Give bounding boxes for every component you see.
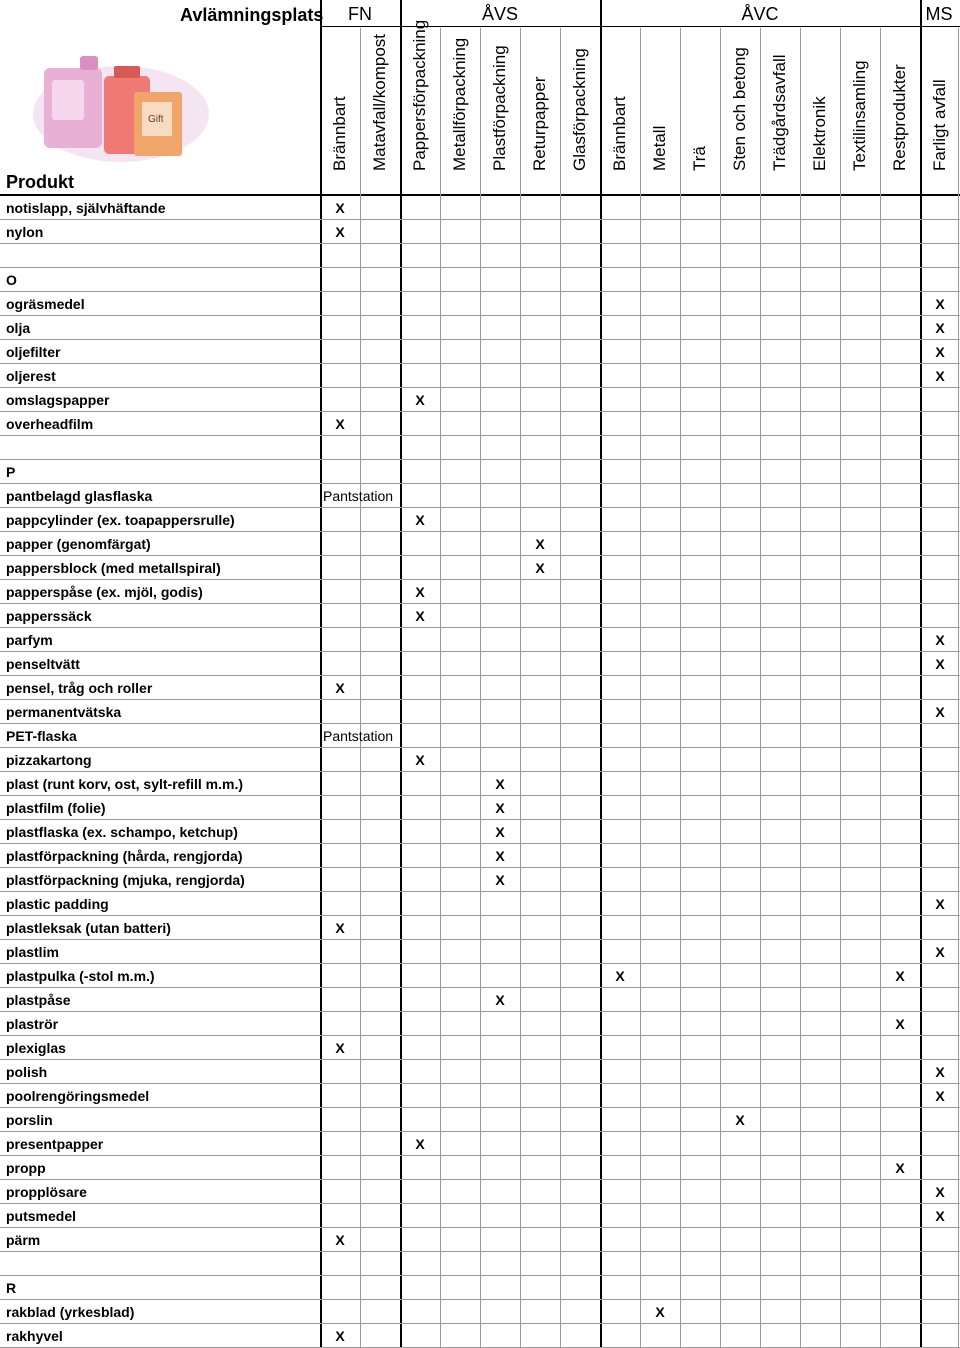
column-header (400, 19, 440, 193)
column-header (520, 28, 560, 193)
product-name: pärm (6, 1232, 41, 1248)
check-mark: X (335, 200, 345, 216)
check-mark: X (935, 704, 945, 720)
column-header (360, 28, 400, 193)
column-header-label: Glasförpackning (570, 48, 589, 171)
product-name: olja (6, 320, 31, 336)
produkt-header: Produkt (6, 172, 75, 192)
column-header (720, 28, 760, 193)
row-divider (0, 1131, 960, 1132)
column-divider (600, 0, 602, 1348)
product-name: plast (runt korv, ost, sylt-refill m.m.) (6, 776, 244, 792)
row-divider (0, 627, 960, 628)
column-header-label: Elektronik (810, 96, 829, 171)
product-name: permanentvätska (6, 704, 122, 720)
check-mark: X (935, 896, 945, 912)
product-name: propplösare (6, 1184, 87, 1200)
product-name: plastpåse (6, 992, 71, 1008)
column-header-label: Sten och betong (730, 47, 749, 171)
location-note: Pantstation (323, 488, 394, 504)
row-divider (0, 603, 960, 604)
row-divider (0, 339, 960, 340)
check-mark: X (335, 1328, 345, 1344)
check-mark: X (655, 1304, 665, 1320)
row-divider (0, 243, 960, 244)
row-divider (0, 267, 960, 268)
check-mark: X (415, 392, 425, 408)
check-mark: X (495, 776, 505, 792)
column-header-label: Restprodukter (890, 64, 909, 171)
column-header-label: Plastförpackning (490, 45, 509, 171)
row-divider (0, 1227, 960, 1228)
product-name: notislapp, självhäftande (6, 200, 166, 216)
check-mark: X (895, 1016, 905, 1032)
product-name: plastlim (6, 944, 59, 960)
check-mark: X (735, 1112, 745, 1128)
product-name: oljerest (6, 368, 56, 384)
column-header-label: Farligt avfall (930, 79, 949, 171)
product-name: papperspåse (ex. mjöl, godis) (6, 584, 203, 600)
check-mark: X (935, 1088, 945, 1104)
check-mark: X (335, 680, 345, 696)
product-name: plastfilm (folie) (6, 800, 106, 816)
row-divider (0, 579, 960, 580)
row-divider (0, 747, 960, 748)
check-mark: X (335, 224, 345, 240)
check-mark: X (335, 1040, 345, 1056)
row-divider (0, 1155, 960, 1156)
column-divider (920, 0, 922, 1348)
row-divider (0, 435, 960, 436)
column-divider (440, 28, 441, 1348)
column-divider (680, 28, 681, 1348)
row-divider (0, 843, 960, 844)
product-name: polish (6, 1064, 48, 1080)
row-divider (0, 291, 960, 292)
product-name: plastförpackning (mjuka, rengjorda) (6, 872, 245, 888)
product-name: pantbelagd glasflaska (6, 488, 153, 504)
check-mark: X (935, 368, 945, 384)
location-note: Pantstation (323, 728, 394, 744)
product-name: rakblad (yrkesblad) (6, 1304, 135, 1320)
row-divider (0, 987, 960, 988)
product-name: putsmedel (6, 1208, 77, 1224)
product-name: plastleksak (utan batteri) (6, 920, 171, 936)
row-divider (0, 867, 960, 868)
row-divider (0, 1323, 960, 1324)
row-divider (0, 219, 960, 220)
avlamningsplats-header: Avlämningsplats (180, 5, 324, 25)
product-name: poolrengöringsmedel (6, 1088, 150, 1104)
group-header-ms: MS (925, 4, 953, 24)
check-mark: X (415, 512, 425, 528)
header-top-border (320, 26, 960, 27)
column-divider (560, 28, 561, 1348)
check-mark: X (935, 1184, 945, 1200)
section-letter: P (6, 464, 16, 480)
column-header (880, 28, 920, 193)
column-header (840, 28, 880, 193)
column-header (480, 28, 520, 193)
product-name: pizzakartong (6, 752, 92, 768)
product-name: overheadfilm (6, 416, 94, 432)
row-divider (0, 1275, 960, 1276)
column-divider (840, 28, 841, 1348)
check-mark: X (495, 824, 505, 840)
row-divider (0, 507, 960, 508)
column-header-label: Brännbart (610, 96, 629, 171)
row-divider (0, 1179, 960, 1180)
column-divider (800, 28, 801, 1348)
row-divider (0, 699, 960, 700)
column-divider (640, 28, 641, 1348)
product-name: presentpapper (6, 1136, 104, 1152)
row-divider (0, 795, 960, 796)
row-divider (0, 1083, 960, 1084)
group-header-åvs: ÅVS (481, 4, 519, 24)
row-divider (0, 411, 960, 412)
product-name: pappcylinder (ex. toapappersrulle) (6, 512, 235, 528)
group-header-åvc: ÅVC (741, 4, 779, 24)
product-name: oljefilter (6, 344, 61, 360)
check-mark: X (935, 320, 945, 336)
row-divider (0, 819, 960, 820)
row-divider (0, 723, 960, 724)
check-mark: X (495, 872, 505, 888)
row-divider (0, 1059, 960, 1060)
column-header (600, 28, 640, 193)
row-divider (0, 1035, 960, 1036)
product-name: rakhyvel (6, 1328, 63, 1344)
check-mark: X (335, 1232, 345, 1248)
column-header-label: Pappersförpackning (410, 19, 429, 171)
row-divider (0, 651, 960, 652)
column-header (920, 28, 960, 193)
check-mark: X (935, 344, 945, 360)
row-divider (0, 675, 960, 676)
product-name: PET-flaska (6, 728, 77, 744)
product-name: plastpulka (-stol m.m.) (6, 968, 155, 984)
column-divider (520, 28, 521, 1348)
product-name: pappersblock (med metallspiral) (6, 560, 221, 576)
column-header (680, 28, 720, 193)
check-mark: X (415, 608, 425, 624)
check-mark: X (415, 1136, 425, 1152)
check-mark: X (935, 296, 945, 312)
row-divider (0, 483, 960, 484)
column-header (760, 28, 800, 193)
check-mark: X (535, 536, 545, 552)
row-divider (0, 531, 960, 532)
svg-text:Gift: Gift (148, 114, 164, 125)
product-name: papperssäck (6, 608, 92, 624)
section-letter: O (6, 272, 17, 288)
column-header (560, 28, 600, 193)
column-header-label: Matavfall/kompost (370, 34, 389, 171)
row-divider (0, 1299, 960, 1300)
row-divider (0, 459, 960, 460)
row-divider (0, 1107, 960, 1108)
product-name: porslin (6, 1112, 53, 1128)
column-header-label: Metall (650, 125, 669, 171)
row-divider (0, 1203, 960, 1204)
row-divider (0, 387, 960, 388)
check-mark: X (935, 632, 945, 648)
check-mark: X (895, 968, 905, 984)
check-mark: X (495, 800, 505, 816)
column-divider (880, 28, 881, 1348)
column-divider (720, 28, 721, 1348)
column-divider (760, 28, 761, 1348)
column-header-label: Brännbart (330, 96, 349, 171)
check-mark: X (535, 560, 545, 576)
check-mark: X (335, 416, 345, 432)
product-name: propp (6, 1160, 46, 1176)
column-header-label: Returpapper (530, 76, 549, 171)
check-mark: X (495, 992, 505, 1008)
check-mark: X (935, 944, 945, 960)
check-mark: X (895, 1160, 905, 1176)
check-mark: X (935, 1208, 945, 1224)
product-name: plexiglas (6, 1040, 66, 1056)
check-mark: X (415, 752, 425, 768)
check-mark: X (415, 584, 425, 600)
column-header (640, 28, 680, 193)
row-divider (0, 1251, 960, 1252)
product-name: ogräsmedel (6, 296, 85, 312)
column-divider (958, 28, 959, 1348)
check-mark: X (495, 848, 505, 864)
row-divider (0, 963, 960, 964)
row-divider (0, 363, 960, 364)
product-name: plaströr (6, 1016, 59, 1032)
check-mark: X (935, 656, 945, 672)
column-divider (360, 28, 361, 1348)
column-header-label: Trädgårdsavfall (770, 54, 789, 171)
product-name: nylon (6, 224, 44, 240)
product-name: plastförpackning (hårda, rengjorda) (6, 848, 243, 864)
row-divider (0, 891, 960, 892)
column-header (320, 28, 360, 193)
product-containers-illustration (30, 52, 212, 164)
product-name: penseltvätt (6, 656, 80, 672)
product-name: papper (genomfärgat) (6, 536, 151, 552)
row-divider (0, 771, 960, 772)
column-header (800, 28, 840, 193)
row-divider (0, 1011, 960, 1012)
row-divider (0, 939, 960, 940)
column-header-label: Textilinsamling (850, 60, 869, 171)
check-mark: X (335, 920, 345, 936)
column-header (440, 28, 480, 193)
section-letter: R (6, 1280, 17, 1296)
group-header-fn: FN (348, 4, 372, 24)
check-mark: X (935, 1064, 945, 1080)
product-name: plastic padding (6, 896, 109, 912)
check-mark: X (615, 968, 625, 984)
column-header-label: Trä (690, 146, 709, 171)
row-divider (0, 555, 960, 556)
product-name: omslagspapper (6, 392, 110, 408)
column-divider (480, 28, 481, 1348)
product-name: plastflaska (ex. schampo, ketchup) (6, 824, 238, 840)
row-divider (0, 315, 960, 316)
product-name: pensel, tråg och roller (6, 680, 153, 696)
product-name: parfym (6, 632, 53, 648)
column-header-label: Metallförpackning (450, 37, 469, 171)
row-divider (0, 915, 960, 916)
